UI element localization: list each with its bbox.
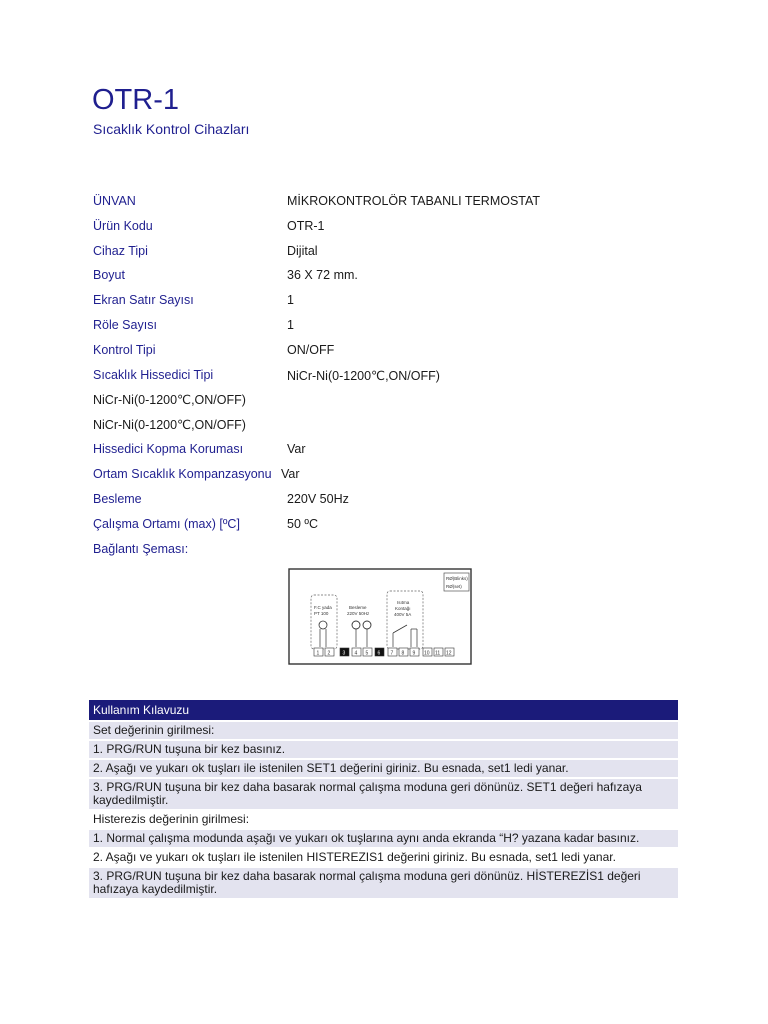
- manual-row: Histerezis değerinin girilmesi:: [89, 809, 678, 828]
- spec-label: ÜNVAN: [93, 194, 136, 208]
- sensor-label-1: F.C yada: [314, 605, 332, 610]
- terminal-label: 7: [390, 650, 394, 657]
- spec-label: Çalışma Ortamı (max) [ºC]: [93, 517, 240, 531]
- spec-value: 1: [287, 318, 294, 332]
- user-manual-table: [89, 700, 678, 898]
- supply-label-2: 220V 50Hz: [347, 611, 370, 616]
- spec-value: 36 X 72 mm.: [287, 268, 358, 282]
- spec-label: Ekran Satır Sayısı: [93, 293, 194, 307]
- relay-label-1: Isıtma: [397, 600, 410, 605]
- sensor-label-2: PT 100: [314, 611, 329, 616]
- terminal-label: 8: [401, 650, 405, 657]
- spec-label: Hissedici Kopma Koruması: [93, 442, 244, 456]
- manual-row: 3. PRG/RUN tuşuna bir kez daha basarak normal çalışma moduna geri dönünüz. SET1 değeri hafızaya kaydedilmiştir.: [89, 777, 678, 809]
- manual-row: 2. Aşağı ve yukarı ok tuşları ile istenilen HISTEREZIS1 değerini giriniz. Bu esnada, set1 ledi yanar.: [89, 847, 678, 866]
- spec-value: 50 ºC: [287, 517, 318, 531]
- spec-value: Var: [287, 442, 306, 456]
- spec-label: Bağlantı Şeması:: [93, 542, 189, 556]
- supply-terminal-left: [352, 621, 360, 629]
- supply-terminal-right: [363, 621, 371, 629]
- spec-label: Ortam Sıcaklık Kompanzasyonu: [93, 467, 272, 481]
- terminal-label: 5: [365, 650, 369, 657]
- corner-text-2: RØ(set): [446, 584, 462, 589]
- corner-text-1: RØ(Blinks): [446, 576, 468, 581]
- manual-row: 3. PRG/RUN tuşuna bir kez daha basarak normal çalışma moduna geri dönünüz. HİSTEREZİS1 değeri hafızaya kaydedilmiştir.: [89, 866, 678, 898]
- manual-row: 2. Aşağı ve yukarı ok tuşları ile istenilen SET1 değerini giriniz. Bu esnada, set1 ledi yanar.: [89, 758, 678, 777]
- spec-label: Kontrol Tipi: [93, 343, 156, 357]
- terminal-label: 11: [435, 650, 441, 657]
- terminal-label: 4: [354, 650, 358, 657]
- manual-row: 1. Normal çalışma modunda aşağı ve yukarı ok tuşlarına aynı anda ekranda “H? yazana kadar basınız.: [89, 828, 678, 847]
- spec-value: Var: [281, 467, 300, 481]
- spec-value: OTR-1: [287, 219, 325, 233]
- spec-extra-text: NiCr-Ni(0-1200℃,ON/OFF): [93, 418, 246, 432]
- spec-label: Boyut: [93, 268, 125, 282]
- wiring-diagram: [287, 567, 473, 666]
- relay-label-2: Kontağı: [395, 606, 411, 611]
- supply-label-1: Besleme: [349, 605, 367, 610]
- terminal-label: 1: [316, 650, 320, 657]
- spec-label: Ürün Kodu: [93, 219, 153, 233]
- manual-row: 1. PRG/RUN tuşuna bir kez basınız.: [89, 739, 678, 758]
- spec-label: Röle Sayısı: [93, 318, 157, 332]
- terminal-label: 3: [342, 650, 346, 657]
- manual-heading: Kullanım Kılavuzu: [89, 700, 678, 720]
- spec-value: NiCr-Ni(0-1200℃,ON/OFF): [287, 369, 440, 383]
- spec-value: Dijital: [287, 244, 318, 258]
- spec-label: Sıcaklık Hissedici Tipi: [93, 368, 214, 382]
- spec-value: 1: [287, 293, 294, 307]
- terminal-label: 9: [412, 650, 416, 657]
- terminal-label: 10: [424, 650, 430, 657]
- page-title: OTR-1: [92, 84, 179, 116]
- terminal-label: 12: [446, 650, 452, 657]
- spec-value: MİKROKONTROLÖR TABANLI TERMOSTAT: [287, 194, 541, 208]
- spec-label: Besleme: [93, 492, 142, 506]
- spec-value: ON/OFF: [287, 343, 335, 357]
- spec-extra-text: NiCr-Ni(0-1200℃,ON/OFF): [93, 393, 246, 407]
- page-subtitle: Sıcaklık Kontrol Cihazları: [93, 121, 250, 137]
- spec-value: 220V 50Hz: [287, 492, 349, 506]
- relay-label-3: 400V 5A: [394, 612, 412, 617]
- terminal-label: 2: [327, 650, 331, 657]
- terminal-label: 6: [377, 650, 381, 657]
- manual-row: Set değerinin girilmesi:: [89, 720, 678, 739]
- spec-label: Cihaz Tipi: [93, 244, 148, 258]
